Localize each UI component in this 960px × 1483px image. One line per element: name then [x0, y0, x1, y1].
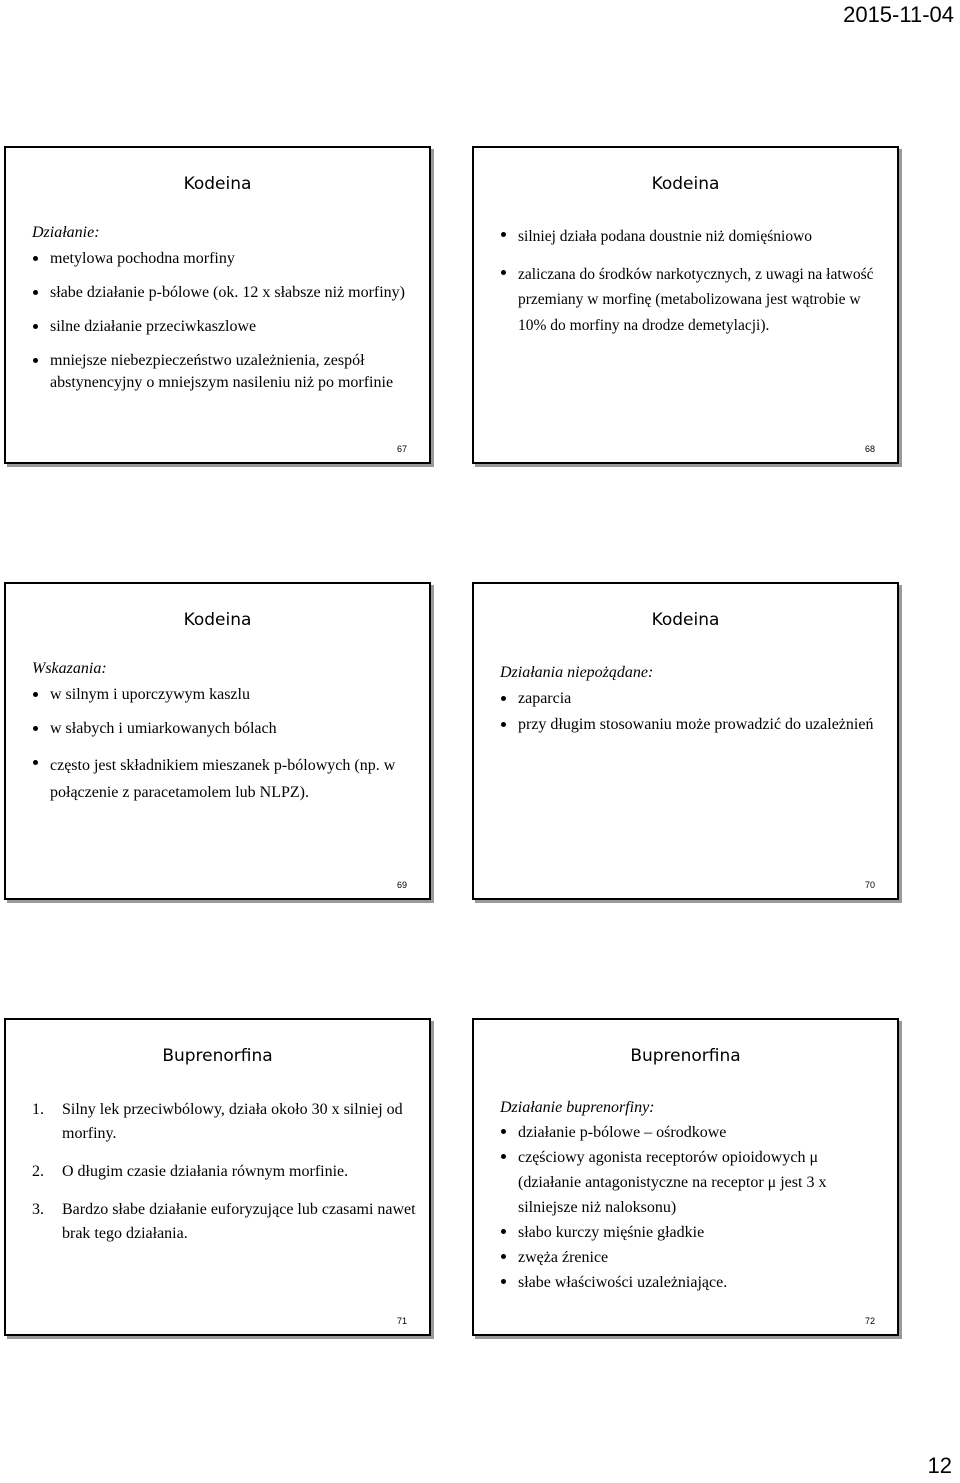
slide-68 [472, 146, 899, 464]
list-item: mniejsze niebezpieczeństwo uzależnienia, zespół abstynencyjny o mniejszym nasileniu niż po morfinie [32, 350, 417, 394]
slide-title: Kodeina [183, 174, 252, 194]
slide-number: 70 [864, 880, 875, 890]
slide-number: 72 [864, 1316, 875, 1326]
slide-title: Kodeina [651, 174, 720, 194]
slide-content [500, 1096, 885, 1296]
slide-69 [4, 582, 431, 900]
numbered-list [32, 1098, 417, 1246]
slide-71 [4, 1018, 431, 1336]
page-number: 12 [927, 1453, 952, 1478]
list-item: metylowa pochodna morfiny [32, 248, 417, 270]
slide-70 [472, 582, 899, 900]
bullet-list [500, 224, 885, 339]
slide-number: 71 [396, 1316, 407, 1326]
slide-heading: Działanie: [32, 224, 100, 241]
list-item: zaparcia [500, 688, 885, 710]
item-number: 1. [32, 1101, 44, 1118]
slide-72 [472, 1018, 899, 1336]
item-text: Bardzo słabe działanie euforyzujące lub czasami nawet brak tego działania. [62, 1201, 416, 1242]
bullet-list [32, 248, 417, 394]
list-item: zwęża źrenice [500, 1246, 885, 1271]
list-item [32, 1198, 417, 1246]
slide-heading: Działanie buprenorfiny: [500, 1099, 655, 1116]
bullet-list [500, 1121, 885, 1296]
list-item: w słabych i umiarkowanych bólach [32, 718, 417, 740]
list-item: często jest składnikiem mieszanek p-bólowych (np. w połączenie z paracetamolem lub NLPZ). [32, 752, 417, 806]
slide-content [500, 662, 885, 740]
slide-title: Buprenorfina [162, 1046, 273, 1066]
list-item: słabo kurczy mięśnie gładkie [500, 1221, 885, 1246]
slide-number: 67 [396, 444, 407, 454]
list-item: zaliczana do środków narkotycznych, z uwagi na łatwość przemiany w morfinę (metabolizowana jest wątrobie w 10% do morfiny na drodze demetylacji). [500, 262, 885, 339]
list-item: słabe właściwości uzależniające. [500, 1271, 885, 1296]
slide-title: Buprenorfina [630, 1046, 741, 1066]
list-item: słabe działanie p-bólowe (ok. 12 x słabsze niż morfiny) [32, 282, 417, 304]
list-item [32, 1160, 417, 1184]
slide-number: 68 [864, 444, 875, 454]
list-item: silniej działa podana doustnie niż domięśniowo [500, 224, 885, 250]
slide-heading: Działania niepożądane: [500, 664, 654, 681]
slide-67 [4, 146, 431, 464]
print-date: 2015-11-04 [843, 2, 954, 27]
slide-content [32, 658, 417, 817]
slide-number: 69 [396, 880, 407, 890]
slide-content [32, 1098, 417, 1260]
slide-content [32, 222, 417, 404]
bullet-list [500, 688, 885, 736]
list-item: przy długim stosowaniu może prowadzić do uzależnień [500, 714, 885, 736]
item-text: O długim czasie działania równym morfinie. [62, 1163, 349, 1180]
item-text: Silny lek przeciwbólowy, działa około 30 x silniej od morfiny. [62, 1101, 403, 1142]
slide-title: Kodeina [183, 610, 252, 630]
list-item: częściowy agonista receptorów opioidowych μ (działanie antagonistyczne na receptor μ jest 3 x silniejsze niż naloksonu) [500, 1146, 885, 1221]
list-item [32, 1098, 417, 1146]
slide-heading: Wskazania: [32, 660, 107, 677]
list-item: w silnym i uporczywym kaszlu [32, 684, 417, 706]
slide-title: Kodeina [651, 610, 720, 630]
slide-content [500, 224, 885, 349]
bullet-list [32, 684, 417, 807]
list-item: silne działanie przeciwkaszlowe [32, 316, 417, 338]
list-item: działanie p-bólowe – ośrodkowe [500, 1121, 885, 1146]
item-number: 3. [32, 1201, 44, 1218]
item-number: 2. [32, 1163, 44, 1180]
